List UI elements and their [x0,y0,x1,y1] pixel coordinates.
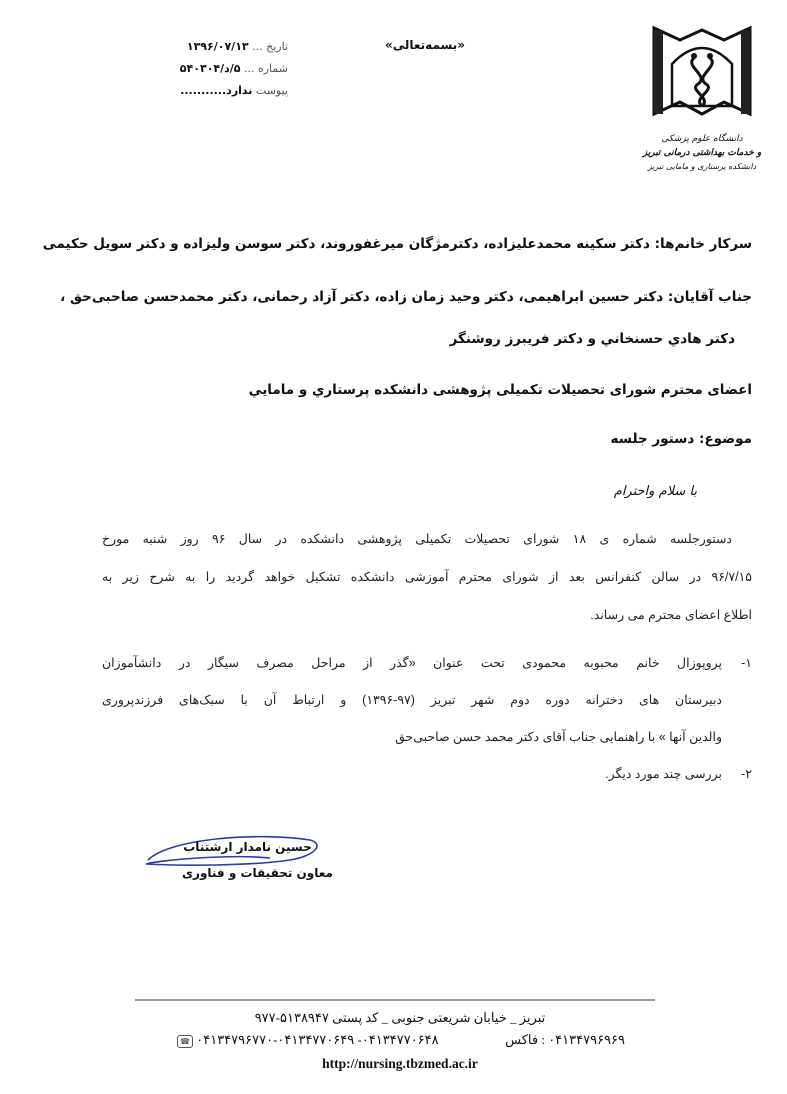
addressees-gentlemen-line-2: دکتر هادي حسنخاني و دكتر فريبرز روشنگر [449,331,735,347]
logo-line-2: و خدمات بهداشتی درمانی تبریز [642,148,762,158]
agenda-item-1-line-3: والدین آنها » با راهنمایی جناب آقای دکتر محمد حسن صاحبی‌حق [395,730,722,744]
agenda-list [102,645,752,793]
date-label: تاریخ ... [252,40,288,53]
body-line-1: دستورجلسه شماره ی ۱۸ شورای تحصیلات تکمیلی پژوهشی دانشکده در سال ۹۶ روز شنبه مورخ [102,532,733,546]
body-paragraph [102,520,752,634]
greeting: با سلام واحترام [613,484,697,499]
fax-label: : فاکس [505,1032,545,1047]
signature-block [150,830,333,890]
signatory-name: حسین نامدار ارشتناب [183,840,312,854]
telephone-icon: ☎ [177,1035,193,1048]
agenda-item-1 [102,645,752,682]
bismillah-heading: «بسمه‌تعالی» [385,38,465,52]
body-line-2: ۹۶/۷/۱۵ در سالن کنفرانس بعد از شورای محترم آموزشی دانشکده تشکیل خواهد گردید را به شرح زیر به [102,570,752,584]
agenda-item-2-number: ۲- [741,767,752,781]
logo-line-1: دانشگاه علوم پزشکی [661,134,743,144]
agenda-item-2-line-1: بررسی چند مورد دیگر. [605,767,722,781]
body-line-3: اطلاع اعضای محترم می رساند. [590,608,752,622]
letter-meta [88,36,288,102]
website-url[interactable]: http://nursing.tbzmed.ac.ir [322,1056,478,1071]
number-row [88,58,288,80]
date-value: ۱۳۹۶/۰۷/۱۳ [186,40,249,53]
agenda-item-1-number: ۱- [741,656,752,670]
number-label: شماره ... [244,62,288,75]
footer-address: تبریز _ خیابان شریعتی جنوبی _ کد پستی ۵۱۳۸۹۴۷-۹۷۷ [254,1010,546,1025]
logo-line-3: دانشکده پرستاری و مامایی تبریز [647,162,757,171]
attachment-row [88,80,288,102]
fax-value: ۰۴۱۳۴۷۹۶۹۶۹ [548,1032,625,1047]
logo-text [632,132,772,174]
university-logo [632,18,772,198]
attachment-value: ندارد........... [180,84,253,97]
attachment-label: پیوست [255,84,288,97]
book-arch-emblem-icon [632,18,772,128]
addressees-council: اعضای محترم شورای تحصیلات تکمیلی پژوهشی دانشکده پرستاري و مامايي [248,382,752,398]
signatory-title: معاون تحقیقات و فناوری [182,866,333,880]
agenda-item-1-line-1: پروپوزال خانم محبوبه محمودی تحت عنوان «گذر از مراحل مصرف سیگار در دانشآموزان [102,656,722,670]
date-row [88,36,288,58]
phone-numbers: ۰۴۱۳۴۷۷۰۶۴۸- ۰۴۱۳۴۷۷۰۶۴۹-۰۴۱۳۴۷۹۶۷۷۰ [196,1032,439,1047]
subject-line: موضوع: دستور جلسه [610,431,752,447]
agenda-item-2 [102,756,752,793]
footer-divider [135,999,655,1001]
addressees-gentlemen-line-1: جناب آقایان: دکتر حسین ابراهیمی، دکتر وحید زمان زاده، دکتر آزاد رحمانی، دکتر محمدحسن صاحبی‌حق ، [60,289,752,305]
footer-contact [140,1032,660,1048]
addressees-ladies: سرکار خانم‌ها: دکتر سکینه محمدعلیزاده، دکترمژگان میرغفوروند، دکتر سوسن ولیزاده و دکتر سویل حکیمی [42,236,752,252]
number-value: ۵/د/۵۴۰۳۰۴ [179,62,241,75]
agenda-item-1-line-2: دبیرستان های دخترانه دوره دوم شهر تبریز (۹۷-۱۳۹۶) و ارتباط آن با سبک‌های فرزندپروری [102,693,722,707]
